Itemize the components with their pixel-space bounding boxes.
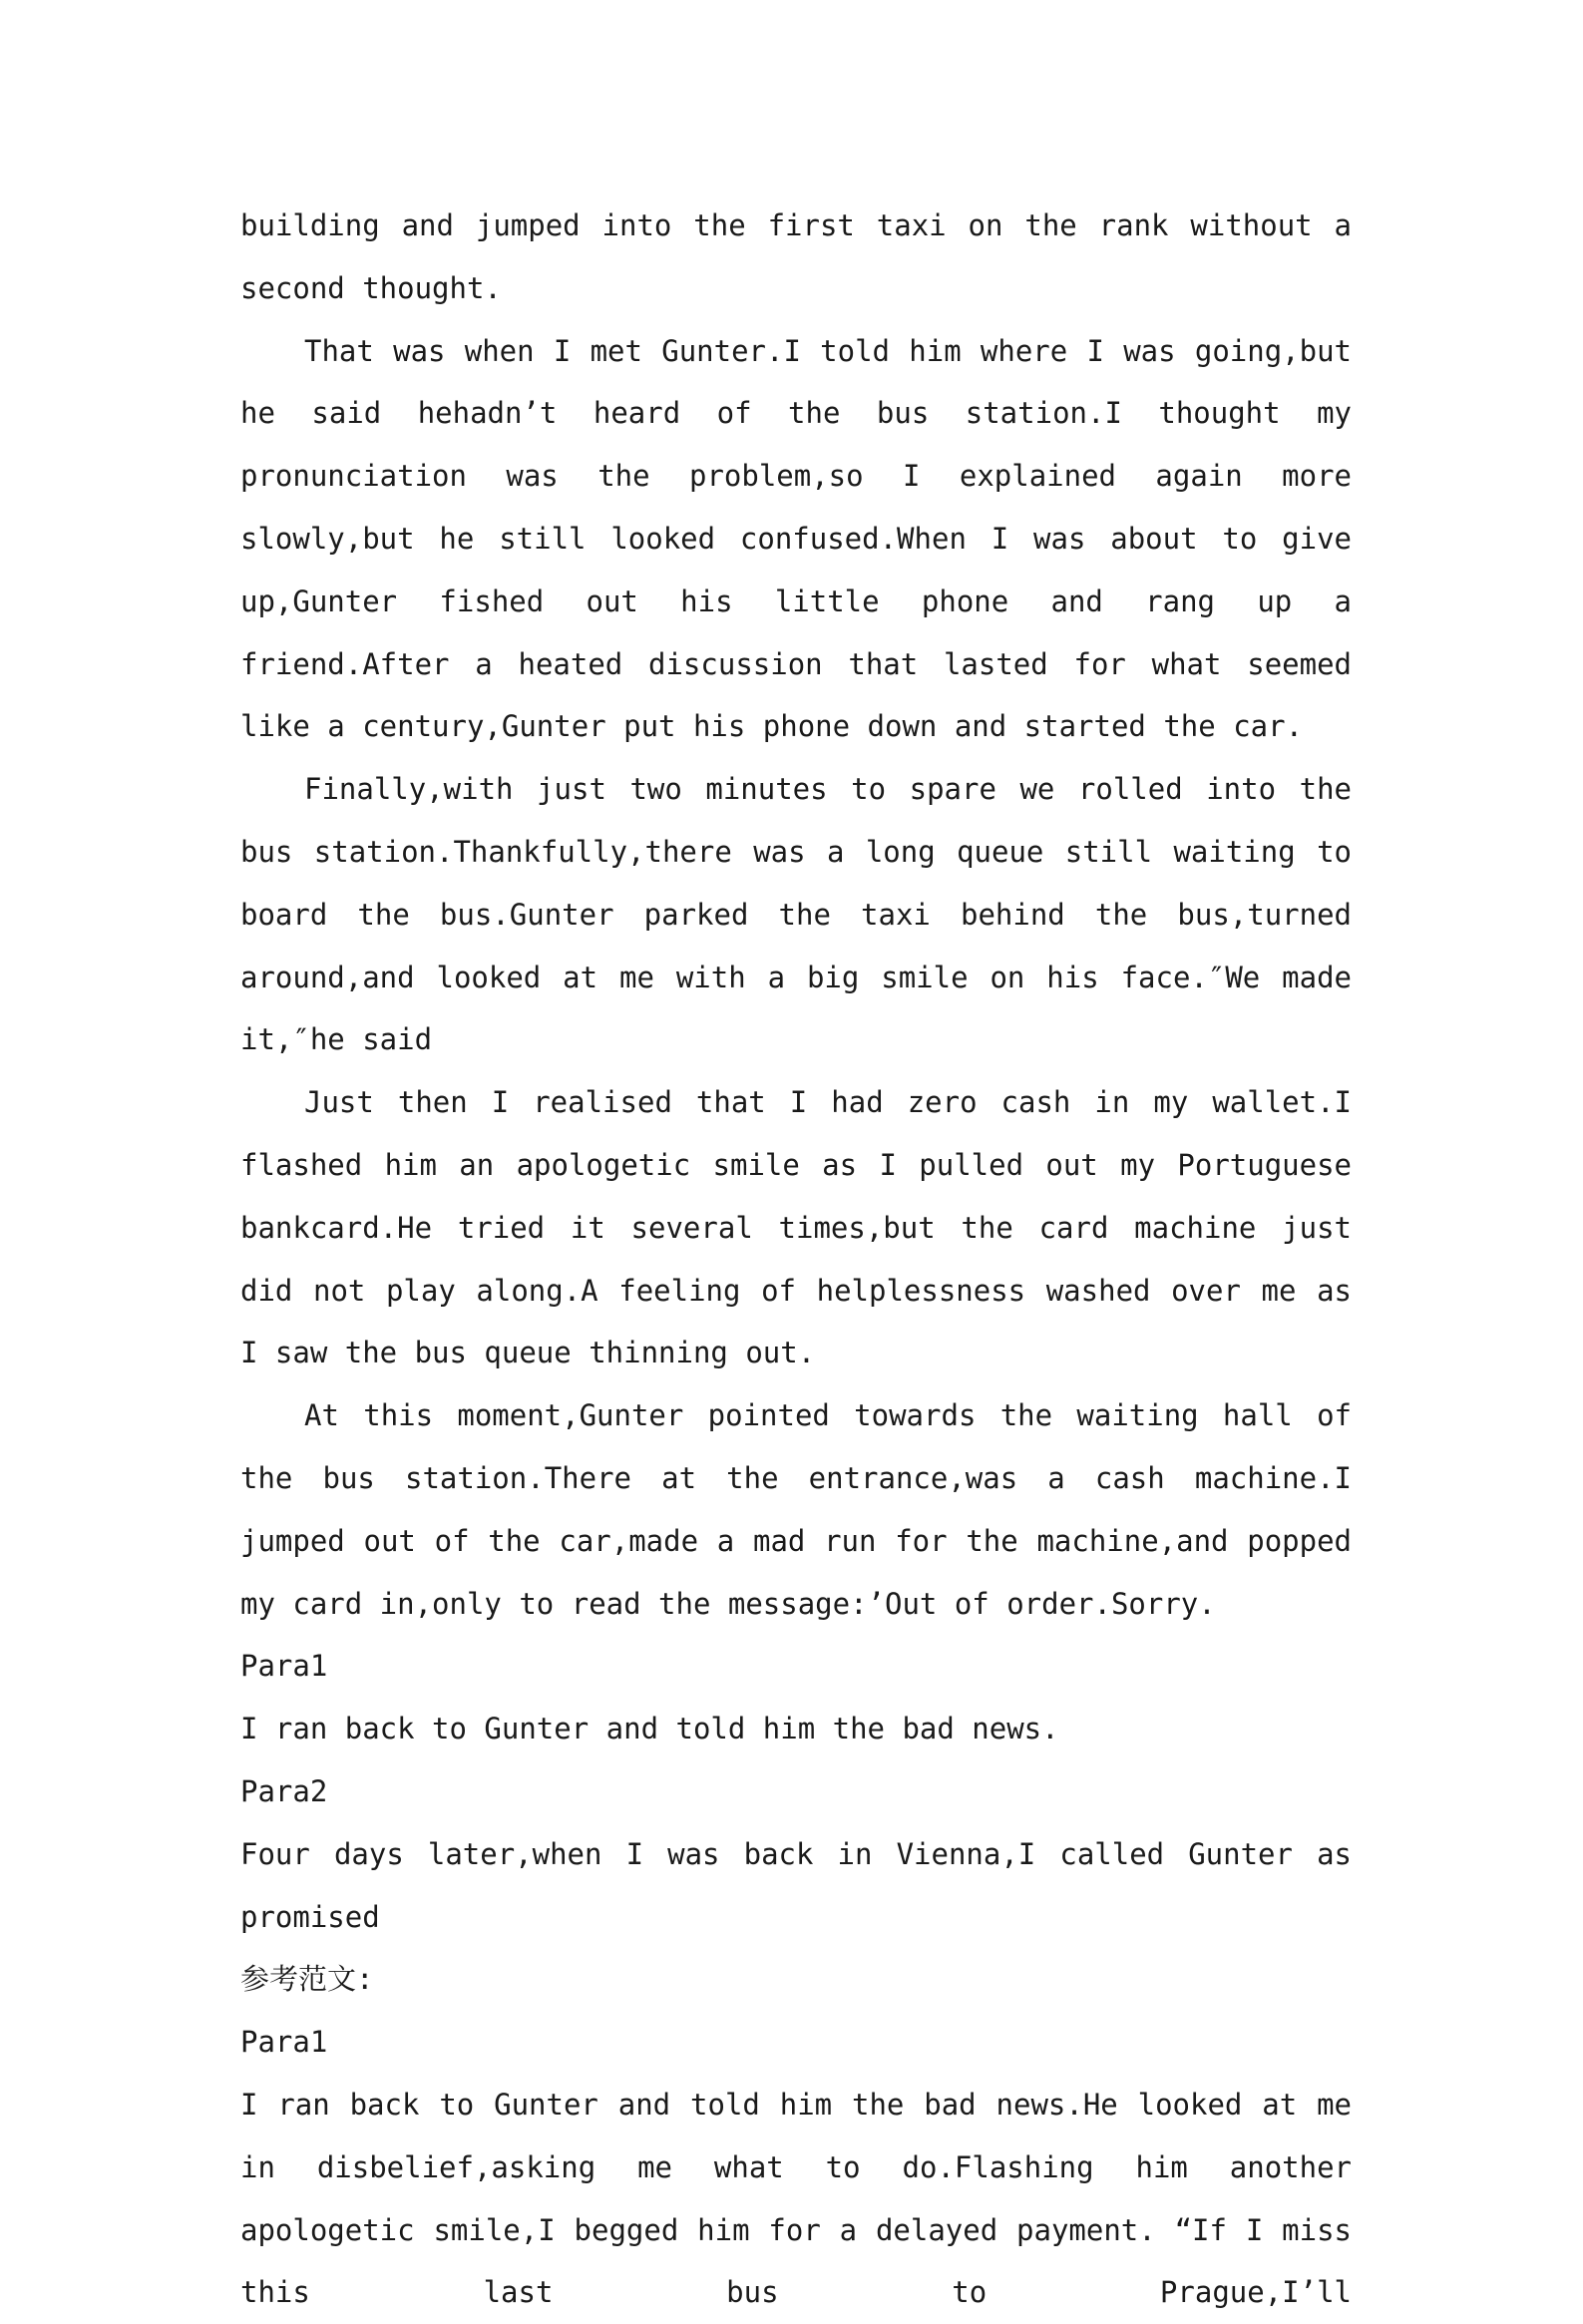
- document-page: [240, 194, 1352, 2324]
- paragraph-taxi-rank: building and jumped into the first taxi on the rank without a second thought.: [240, 208, 1352, 305]
- paragraph-cash-machine: At this moment,Gunter pointed towards the waiting hall of the bus station.There at the entrance,was a cash machine.I jumped out of the car,made a mad run for the machine,and popped my card in,only to read the message:’Out of order.Sorry.: [240, 1398, 1352, 1621]
- paragraph-zero-cash: Just then I realised that I had zero cash in my wallet.I flashed him an apologetic smile as I pulled out my Portuguese bankcard.He tried it several times,but the card machine just did not play along.A feeling of helplessness washed over me as I saw the bus queue thinning out.: [240, 1085, 1352, 1370]
- para1-prompt: I ran back to Gunter and told him the bad news.: [240, 1712, 1059, 1746]
- para2-label: Para2: [240, 1773, 328, 1808]
- paragraph-met-gunter: That was when I met Gunter.I told him where I was going,but he said hehadn’t heard of the bus station.I thought my pronunciation was the problem,so I explained again more slowly,but he still looked confused.When I was about to give up,Gunter fished out his little phone and rang up a friend.After a heated discussion that lasted for what seemed like a century,Gunter put his phone down and started the car.: [240, 333, 1352, 744]
- sample-para1-label: Para1: [240, 2025, 328, 2060]
- sample-essay-heading: 参考范文:: [240, 1962, 374, 1997]
- para2-prompt: Four days later,when I was back in Vienna,I called Gunter as promised: [240, 1836, 1352, 1934]
- paragraph-bus-station: Finally,with just two minutes to spare we rolled into the bus station.Thankfully,there was a long queue still waiting to board the bus.Gunter parked the taxi behind the bus,turned around,and looked at me with a big smile on his face.″We made it,″he said: [240, 772, 1352, 1057]
- para1-label: Para1: [240, 1649, 328, 1684]
- sample-para1-text: I ran back to Gunter and told him the bad news.He looked at me in disbelief,asking me what to do.Flashing him another apologetic smile,I begged him for a delayed payment. “If I miss this last bus to Prague,I’ll: [240, 2087, 1352, 2310]
